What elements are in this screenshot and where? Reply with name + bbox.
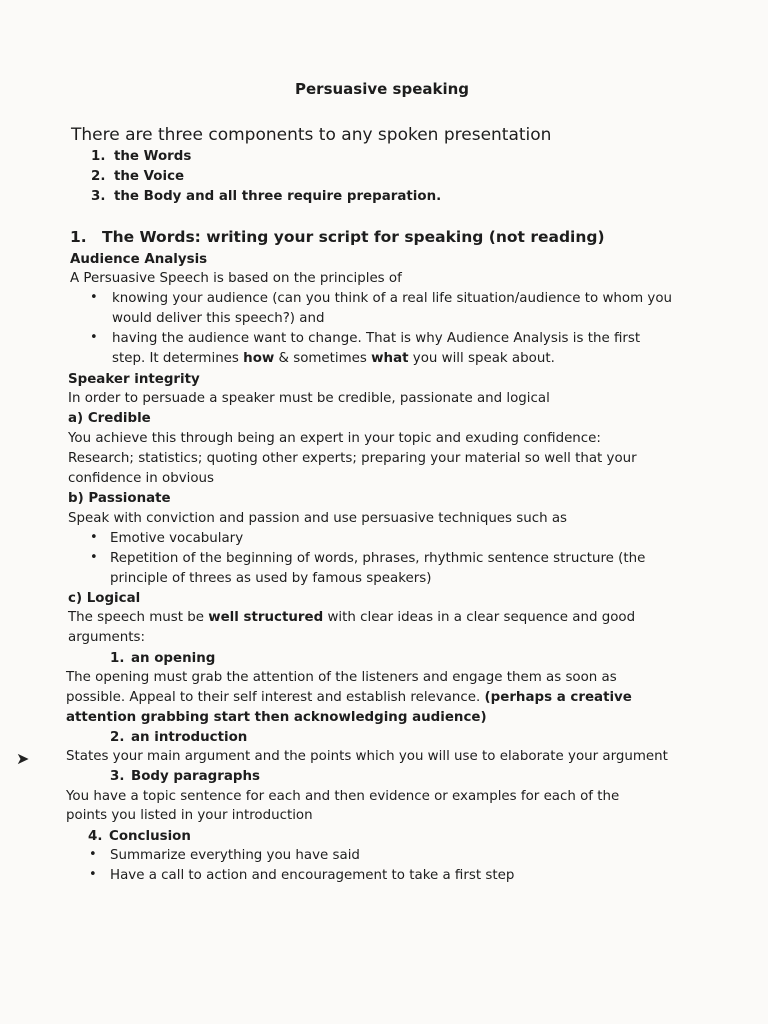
component-text-2: the Voice	[114, 169, 185, 184]
arrow-icon: ➤	[16, 749, 30, 768]
opening-line-3: attention grabbing start then acknowledging audience)	[66, 710, 487, 725]
principle-1-line-2: would deliver this speech?) and	[112, 311, 325, 326]
introduction-line-1: States your main argument and the points which you will use to elaborate your argument	[66, 749, 668, 764]
component-text-1: the Words	[114, 149, 192, 164]
bullet-icon: •	[90, 290, 98, 305]
structure-title-introduction: an introduction	[131, 730, 248, 745]
opening-line-1: The opening must grab the attention of the listeners and engage them as soon as	[66, 670, 617, 685]
structure-title-opening: an opening	[131, 651, 216, 666]
component-num-3: 3.	[91, 189, 106, 204]
credible-line-1: You achieve this through being an expert in your topic and exuding confidence:	[68, 431, 601, 446]
principle-2-line-1: having the audience want to change. That is why Audience Analysis is the first	[112, 331, 641, 346]
logical-heading: c) Logical	[68, 591, 141, 606]
bullet-icon: •	[90, 330, 98, 345]
logical-line-2: arguments:	[68, 630, 145, 645]
passionate-text: Speak with conviction and passion and use persuasive techniques such as	[68, 511, 568, 526]
speaker-integrity-heading: Speaker integrity	[68, 372, 200, 387]
structure-num-1: 1.	[110, 651, 125, 666]
body-line-1: You have a topic sentence for each and then evidence or examples for each of the	[66, 789, 620, 804]
structure-num-2: 2.	[110, 730, 125, 745]
audience-analysis-heading: Audience Analysis	[70, 252, 208, 267]
conclusion-bullet-2: Have a call to action and encouragement to take a first step	[110, 868, 515, 883]
technique-2-line-2: principle of threes as used by famous speakers)	[110, 571, 432, 586]
component-num-2: 2.	[91, 169, 106, 184]
credible-heading: a) Credible	[68, 411, 151, 426]
logical-line-1: The speech must be well structured with clear ideas in a clear sequence and good	[68, 610, 636, 625]
structure-title-conclusion: Conclusion	[109, 829, 191, 844]
bullet-icon: •	[90, 530, 98, 545]
section-number: 1.	[70, 228, 87, 246]
principle-1-line-1: knowing your audience (can you think of a real life situation/audience to whom you	[112, 291, 673, 306]
component-text-3: the Body and all three require preparation.	[114, 189, 442, 204]
section-heading: The Words: writing your script for speaking (not reading)	[102, 228, 605, 246]
credible-line-2: Research; statistics; quoting other experts; preparing your material so well that your	[68, 451, 637, 466]
principle-2-line-2: step. It determines how & sometimes what you will speak about.	[112, 351, 555, 366]
integrity-text: In order to persuade a speaker must be credible, passionate and logical	[68, 391, 550, 406]
principles-intro: A Persuasive Speech is based on the principles of	[70, 271, 402, 286]
bullet-icon: •	[89, 867, 97, 882]
body-line-2: points you listed in your introduction	[66, 808, 313, 823]
structure-title-body: Body paragraphs	[131, 769, 260, 784]
bullet-icon: •	[90, 550, 98, 565]
conclusion-bullet-1: Summarize everything you have said	[110, 848, 360, 863]
technique-2-line-1: Repetition of the beginning of words, phrases, rhythmic sentence structure (the	[110, 551, 646, 566]
structure-num-3: 3.	[110, 769, 125, 784]
opening-line-2: possible. Appeal to their self interest and establish relevance. (perhaps a creative	[66, 690, 632, 705]
structure-num-4: 4.	[88, 829, 103, 844]
bullet-icon: •	[89, 847, 97, 862]
page-title: Persuasive speaking	[295, 80, 470, 98]
technique-1: Emotive vocabulary	[110, 531, 244, 546]
passionate-heading: b) Passionate	[68, 491, 171, 506]
intro-text: There are three components to any spoken presentation	[71, 125, 552, 145]
component-num-1: 1.	[91, 149, 106, 164]
credible-line-3: confidence in obvious	[68, 471, 215, 486]
